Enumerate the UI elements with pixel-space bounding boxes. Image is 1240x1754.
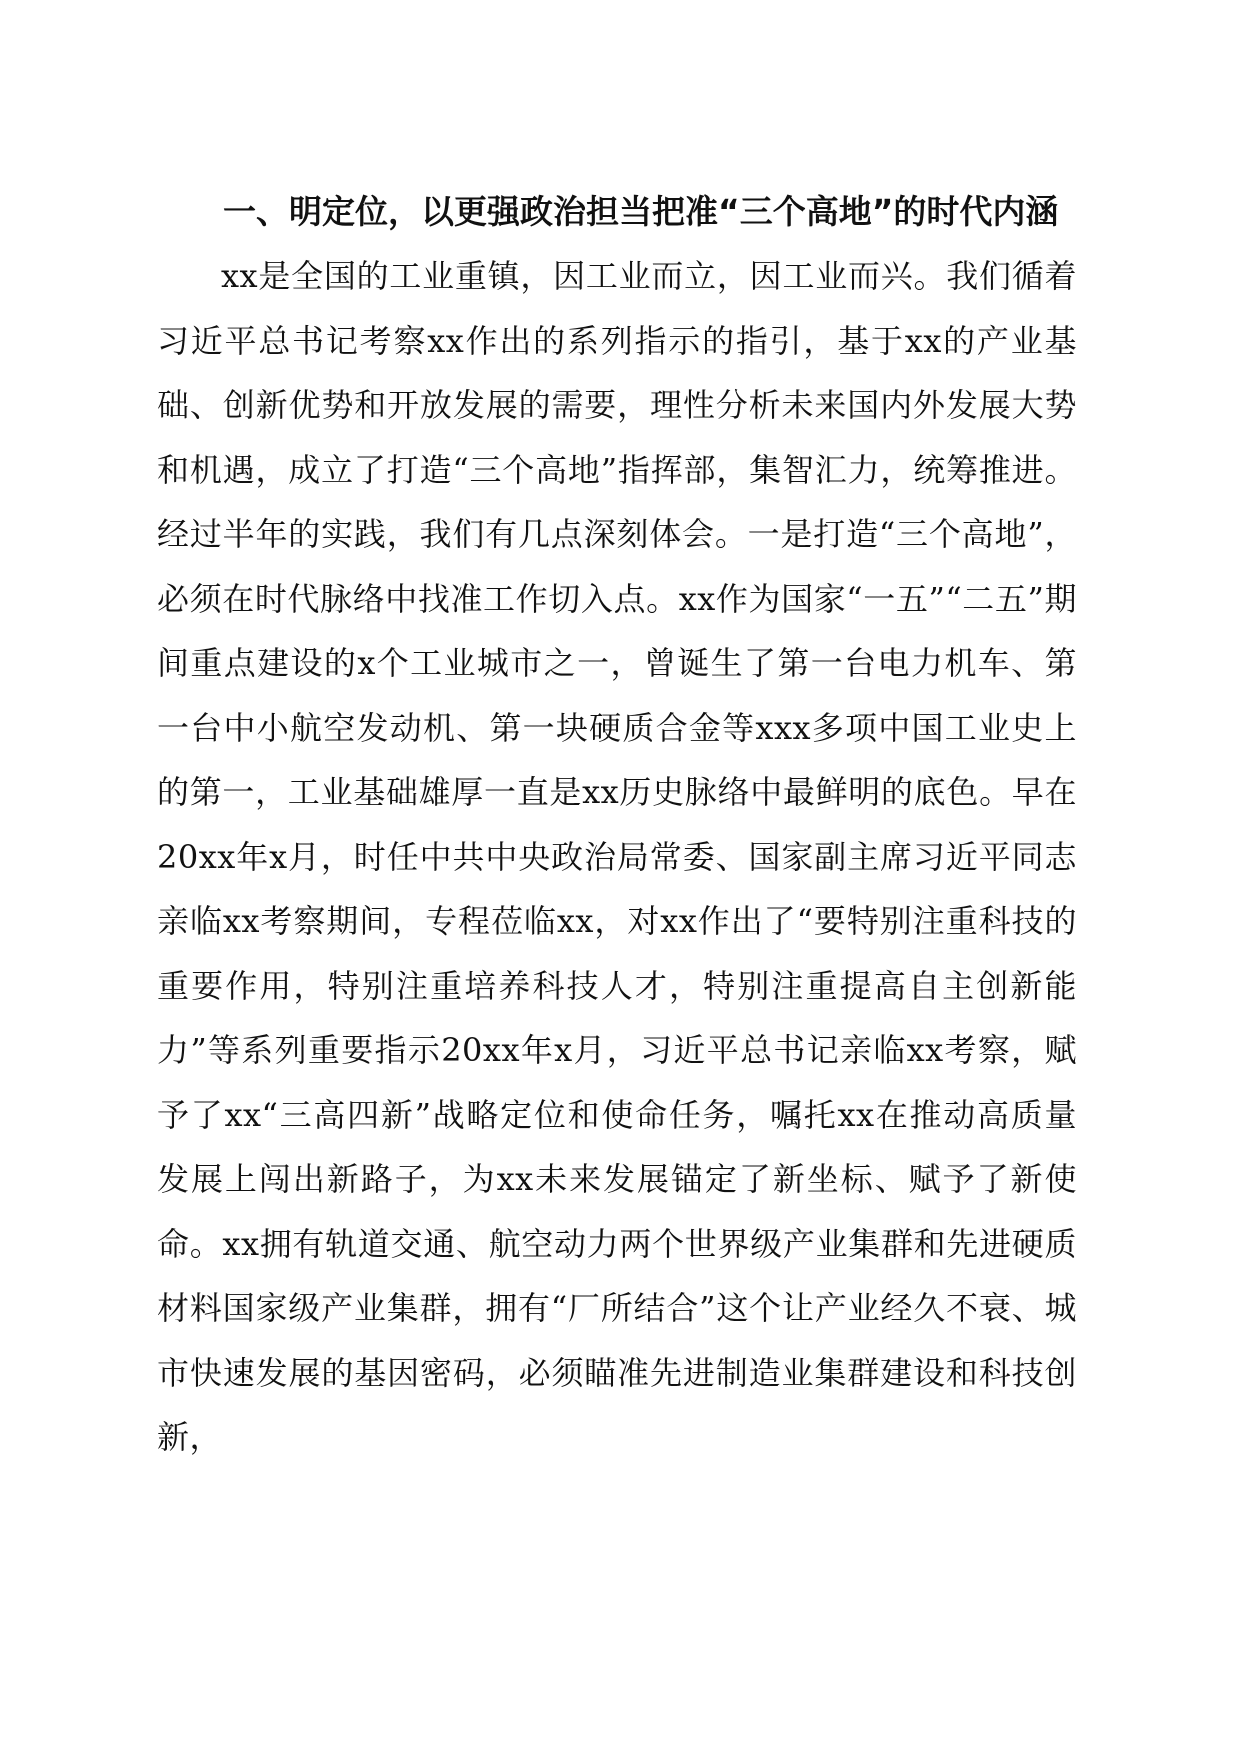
section-heading: 一、明定位，以更强政治担当把准“三个高地”的时代内涵	[223, 192, 1059, 231]
body-paragraph: xx是全国的工业重镇，因工业而立，因工业而兴。我们循着习近平总书记考察xx作出的系列指示的指引，基于xx的产业基础、创新优势和开放发展的需要，理性分析未来国内外发展大势和机遇，成立了打造“三个高地”指挥部，集智汇力，统筹推进。经过半年的实践，我们有几点深刻体会。一是打造“三个高地”，必须在时代脉络中找准工作切入点。xx作为国家“一五”“二五”期间重点建设的x个工业城市之一，曾诞生了第一台电力机车、第一台中小航空发动机、第一块硬质合金等xxx多项中国工业史上的第一，工业基础雄厚一直是xx历史脉络中最鲜明的底色。早在20xx年x月，时任中共中央政治局常委、国家副主席习近平同志亲临xx考察期间，专程莅临xx，对xx作出了“要特别注重科技的重要作用，特别注重培养科技人才，特别注重提高自主创新能力”等系列重要指示20xx年x月，习近平总书记亲临xx考察，赋予了xx“三高四新”战略定位和使命任务，嘱托xx在推动高质量发展上闯出新路子，为xx未来发展锚定了新坐标、赋予了新使命。xx拥有轨道交通、航空动力两个世界级产业集群和先进硬质材料国家级产业集群，拥有“厂所结合”这个让产业经久不衰、城市快速发展的基因密码，必须瞄准先进制造业集群建设和科技创新，	[157, 257, 1077, 1456]
document-body	[157, 180, 1077, 1470]
